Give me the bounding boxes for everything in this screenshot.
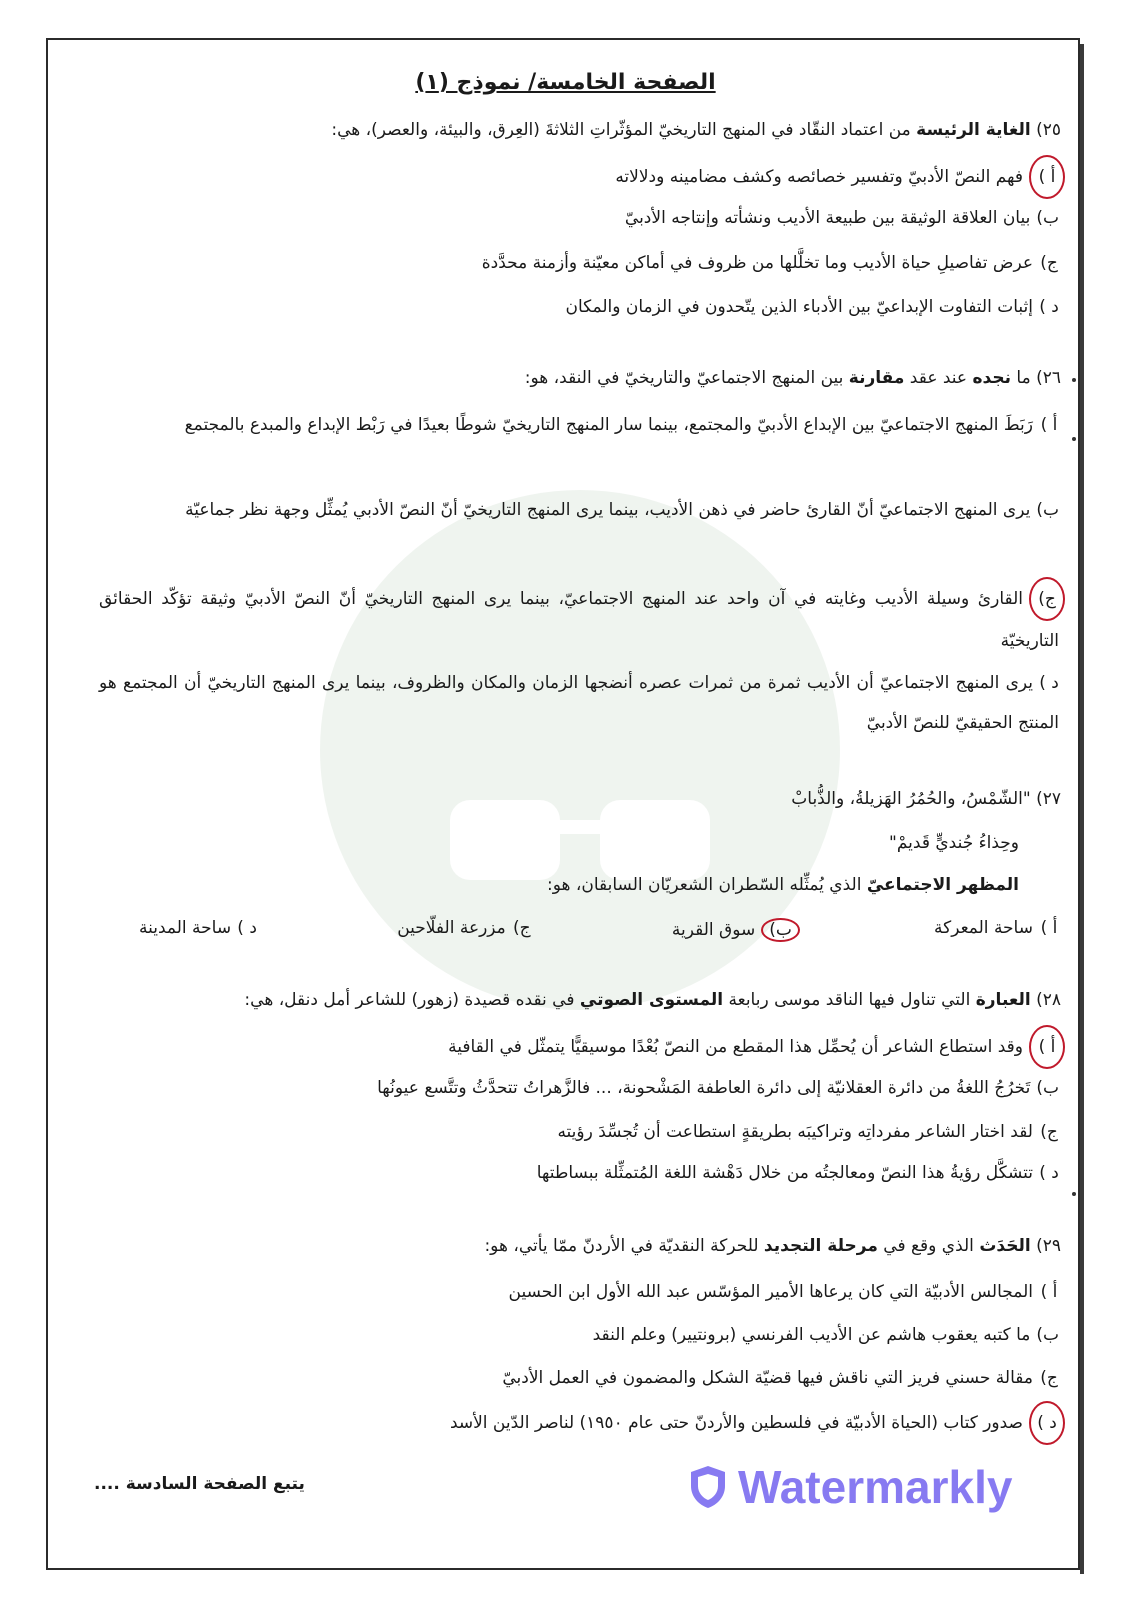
- watermark-text: Watermarkly: [738, 1461, 1013, 1513]
- page-title: الصفحة الخامسة/ نموذج (١): [415, 70, 716, 95]
- poem-line-2: وحِذاءُ جُنديٍّ قَديمْ": [889, 833, 1019, 853]
- option-26-b[interactable]: [99, 490, 1059, 530]
- option-text: لقد اختار الشاعر مفرداتِه وتراكيبَه بطريقةٍ استطاعت أن تُجسِّدَ رؤيته: [557, 1122, 1033, 1142]
- option-letter: ج): [1040, 253, 1058, 273]
- question-29: [484, 1236, 1061, 1256]
- option-text: سوق القرية: [671, 920, 756, 940]
- option-27-c[interactable]: [397, 918, 532, 942]
- question-text: بين المنهج الاجتماعيّ والتاريخيّ في النقد، هو:: [524, 368, 849, 388]
- option-text: صدور كتاب (الحياة الأدبيّة في فلسطين والأردنّ حتى عام ١٩٥٠) لناصر الدّين الأسد: [449, 1413, 1023, 1433]
- question-25: [331, 120, 1061, 140]
- option-text: تَخرُجُ اللغةُ من دائرة العقلانيّة إلى دائرة العاطفة المَشْحونة، ... فالزَّهراتُ تتحدَّثُ وتتَّسع عيونُها: [377, 1078, 1031, 1098]
- watermark: [688, 1460, 1012, 1514]
- question-26: [525, 368, 1061, 388]
- question-27: [791, 789, 1061, 809]
- option-text: عرض تفاصيلِ حياة الأديب وما تخلَّلها من ظروف في أماكن معيّنة وأزمنة محدَّدة: [481, 253, 1033, 273]
- question-keyword: مقارنة: [848, 368, 905, 388]
- question-text: الذي وقع في: [877, 1236, 980, 1256]
- option-letter: ب): [1036, 500, 1059, 520]
- option-letter: أ ): [1040, 1282, 1058, 1302]
- question-text: للحركة النقديّة في الأردنّ ممّا يأتي، هو:: [484, 1236, 764, 1256]
- option-28-b[interactable]: [377, 1068, 1059, 1108]
- question-keyword: العبارة: [975, 990, 1031, 1010]
- option-letter: د ): [237, 918, 257, 938]
- options-27: [99, 918, 1059, 942]
- question-keyword: نجده: [972, 368, 1011, 388]
- option-28-d[interactable]: [537, 1153, 1059, 1193]
- option-text: إثبات التفاوت الإبداعيّ بين الأدباء الذين يتّحدون في الزمان والمكان: [565, 297, 1033, 317]
- option-text: فهم النصّ الأدبيّ وتفسير خصائصه وكشف مضامينه ودلالاته: [615, 167, 1023, 187]
- option-text: رَبَطَ المنهج الاجتماعيّ بين الإبداع الأدبيّ والمجتمع، بينما سار المنهج التاريخيّ شوطًا بعيدًا في رَبْط الإبداع والمبدع بالمجتمع: [184, 415, 1033, 435]
- option-text: بيان العلاقة الوثيقة بين طبيعة الأديب ونشأته وإنتاجه الأدبيّ: [624, 208, 1031, 228]
- question-keyword: المستوى الصوتي: [579, 990, 724, 1010]
- question-number: ٢٧): [1036, 789, 1061, 809]
- option-29-b[interactable]: [593, 1315, 1059, 1355]
- option-text: ساحة المعركة: [934, 918, 1033, 938]
- option-29-d[interactable]: [450, 1401, 1059, 1445]
- option-26-d[interactable]: [99, 663, 1059, 743]
- option-27-d[interactable]: [139, 918, 257, 942]
- question-number: ٢٨): [1036, 990, 1061, 1010]
- option-28-a[interactable]: [448, 1025, 1059, 1069]
- option-25-b[interactable]: [625, 198, 1059, 238]
- option-letter: ب): [1036, 1325, 1059, 1345]
- option-28-c[interactable]: [557, 1112, 1059, 1152]
- option-letter: د ): [1039, 673, 1059, 693]
- question-keyword: الغاية الرئيسة: [916, 120, 1031, 140]
- question-keyword: الحَدَث: [979, 1236, 1031, 1256]
- question-number: ٢٩): [1036, 1236, 1061, 1256]
- question-text: الذي يُمثِّله السّطران الشعريّان السابقان، هو:: [547, 875, 867, 895]
- option-25-c[interactable]: [482, 243, 1059, 283]
- question-28: [244, 990, 1061, 1010]
- option-text: يرى المنهج الاجتماعيّ أنّ القارئ حاضر في ذهن الأديب، بينما يرى المنهج التاريخيّ أنّ النصّ الأدبي يُمثِّل وجهة نظر جماعيّة: [185, 500, 1031, 520]
- option-text: ما كتبه يعقوب هاشم عن الأديب الفرنسي (برونتيير) وعلم النقد: [592, 1325, 1031, 1345]
- question-text: التي تناول فيها الناقد موسى ربابعة: [723, 990, 976, 1010]
- option-letter: ج): [1040, 1122, 1058, 1142]
- option-27-a[interactable]: [934, 918, 1059, 942]
- scan-speck: [1072, 1192, 1076, 1196]
- logo-watermark-icon: [300, 470, 860, 1070]
- question-number: ٢٥): [1036, 120, 1061, 140]
- option-25-d[interactable]: [565, 287, 1059, 327]
- option-27-b[interactable]: [672, 918, 794, 942]
- option-29-c[interactable]: [502, 1358, 1059, 1398]
- option-text: القارئ وسيلة الأديب وغايته في آن واحد عند المنهج الاجتماعيّ، بينما يرى المنهج التاريخيّ أنّ النصّ الأدبيّ وثيقة تؤكّد الحقائق التاريخيّة: [99, 589, 1059, 651]
- option-letter: ج): [1029, 577, 1065, 621]
- shield-icon: [688, 1464, 728, 1510]
- option-letter: أ ): [1040, 415, 1058, 435]
- option-text: وقد استطاع الشاعر أن يُحمِّل هذا المقطع من النصّ بُعْدًا موسيقيًّا يتمثّل في القافية: [448, 1037, 1023, 1057]
- option-text: المجالس الأدبيّة التي كان يرعاها الأمير المؤسّس عبد الله الأول ابن الحسين: [508, 1282, 1033, 1302]
- option-letter: أ ): [1029, 1025, 1065, 1069]
- question-text: ما: [1010, 368, 1031, 388]
- option-29-a[interactable]: [509, 1272, 1059, 1312]
- option-letter: د ): [1039, 297, 1059, 317]
- option-text: مقالة حسني فريز التي ناقش فيها قضيّة الشكل والمضمون في العمل الأدبيّ: [502, 1368, 1033, 1388]
- option-letter: د ): [1029, 1401, 1065, 1445]
- option-letter: د ): [1039, 1163, 1059, 1183]
- option-text: ساحة المدينة: [139, 918, 232, 938]
- option-26-a[interactable]: [99, 405, 1059, 445]
- poem-line-1: "الشّمْسُ، والحُمُرُ الهَزيلةُ، والذُّبابْ: [791, 789, 1031, 809]
- question-text: من اعتماد النقّاد في المنهج التاريخيّ المؤثّراتِ الثلاثةَ (العِرق، والبيئة، والعصر)، هي:: [331, 120, 917, 140]
- question-27-stem: [547, 875, 1019, 895]
- option-letter: أ ): [1029, 155, 1065, 199]
- continue-note: يتبع الصفحة السادسة ....: [94, 1474, 305, 1494]
- question-keyword: مرحلة التجديد: [763, 1236, 878, 1256]
- question-keyword: المظهر الاجتماعيّ: [866, 875, 1019, 895]
- option-letter: ب): [1036, 1078, 1059, 1098]
- option-letter: ب): [761, 918, 800, 942]
- question-number: ٢٦): [1036, 368, 1061, 388]
- option-letter: ج): [512, 918, 531, 938]
- option-text: تتشكَّل رؤيةُ هذا النصّ ومعالجتُه من خلال دَهْشة اللغة المُتمثِّلة ببساطتها: [536, 1163, 1033, 1183]
- option-letter: أ ): [1040, 918, 1058, 938]
- option-letter: ب): [1036, 208, 1059, 228]
- scan-speck: [1072, 437, 1076, 441]
- option-letter: ج): [1040, 1368, 1058, 1388]
- option-text: مزرعة الفلّاحين: [397, 918, 506, 938]
- question-text: عند عقد: [904, 368, 973, 388]
- option-text: يرى المنهج الاجتماعيّ أن الأديب ثمرة من ثمرات عصره أنضجها الزمان والمكان والظروف، بينما يرى المنهج التاريخيّ أن المجتمع هو المنتج الحقيقيّ للنصّ الأدبيّ: [99, 673, 1059, 733]
- option-26-c[interactable]: [99, 577, 1059, 661]
- option-25-a[interactable]: [615, 155, 1059, 199]
- question-text: في نقده قصيدة (زهور) للشاعر أمل دنقل، هي:: [244, 990, 580, 1010]
- scan-speck: [1072, 378, 1076, 382]
